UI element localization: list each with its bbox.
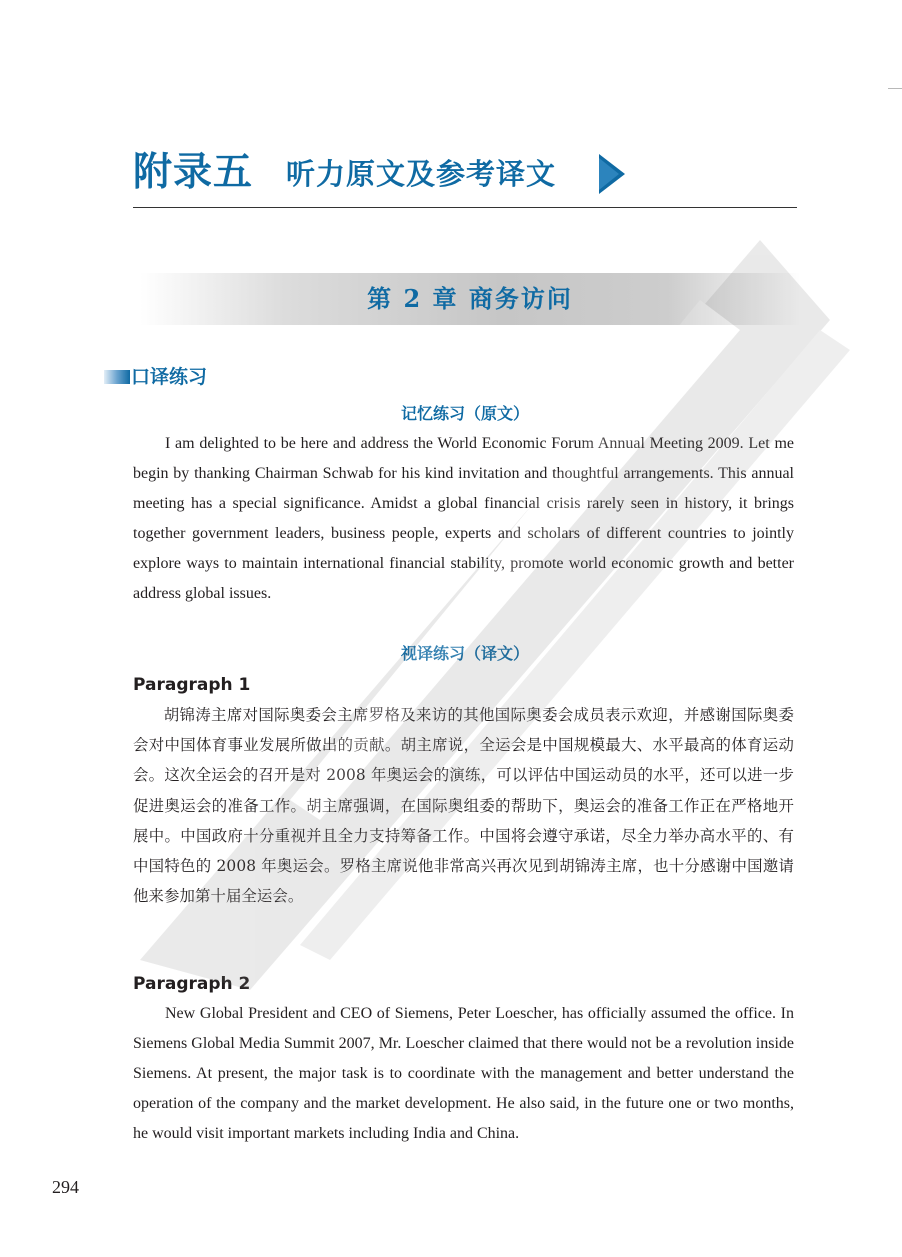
section-marker <box>104 370 130 384</box>
memory-exercise-heading: 记忆练习（原文） <box>400 404 529 423</box>
section-heading: 口译练习 <box>131 366 208 388</box>
appendix-subtitle: 听力原文及参考译文 <box>286 157 557 191</box>
paragraph-1-text: 胡锦涛主席对国际奥委会主席罗格及来访的其他国际奥委会成员表示欢迎，并感谢国际奥委会对中国体育事业发展所做出的贡献。胡主席说，全运会是中国规模最大、水平最高的体育运动会。这次全运会的召开是对 2008 年奥运会的演练，可以评估中国运动员的水平，还可以进一步促进奥运会的准备工作。胡主席强调，在国际奥组委的帮助下，奥运会的准备工作正在严格地开展中。中国政府十分重视并且全力支持筹备工作。中国将会遵守承诺，尽全力举办高水平的、有中国特色的 2008 年奥运会。罗格主席说他非常高兴再次见到胡锦涛主席，也十分感谢中国邀请他来参加第十届全运会。 <box>133 706 794 906</box>
appendix-label: 附录五 <box>133 150 254 195</box>
header-rule <box>133 207 797 208</box>
memory-exercise-text: I am delighted to be here and address the World Economic Forum Annual Meeting 2009. Let me begin by thanking Chairman Schwab for his kind invitation and thoughtful arrangements. This annual meeting has a special significance. Amidst a global financial crisis rarely seen in history, it brings together government leaders, business people, experts and scholars of different countries to jointly explore ways to maintain international financial stability, promote world economic growth and better address global issues. <box>133 435 794 602</box>
chapter-title: 第 2 章 商务访问 <box>367 284 573 313</box>
corner-mark <box>888 88 902 89</box>
sight-translation-heading: 视译练习（译文） <box>400 644 529 663</box>
page-number: 294 <box>52 1177 79 1197</box>
paragraph-2-label: Paragraph 2 <box>133 974 251 994</box>
appendix-title <box>133 148 797 198</box>
paragraph-2-text: New Global President and CEO of Siemens, Peter Loescher, has officially assumed the office. In Siemens Global Media Summit 2007, Mr. Loescher claimed that there would not be a revolution inside Siemens. At present, the major task is to coordinate with the management and better understand the operation of the company and the market development. He also said, in the future one or two months, he would visit important markets including India and China. <box>133 1005 794 1142</box>
paragraph-1-label: Paragraph 1 <box>133 675 251 695</box>
play-arrow-icon <box>599 154 629 194</box>
chapter-banner <box>140 273 800 325</box>
